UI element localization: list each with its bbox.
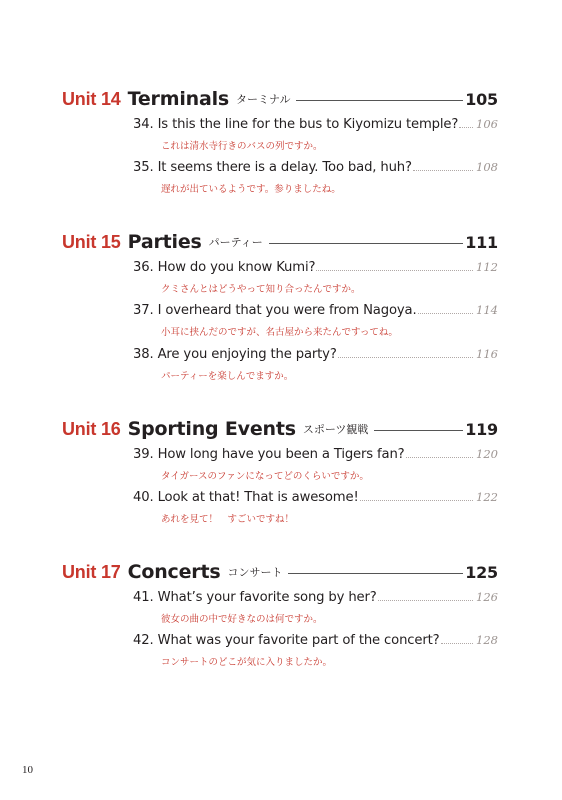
unit-14-section: [62, 85, 498, 195]
entry-page-number: 122: [476, 490, 498, 504]
entry-page-number: 128: [476, 633, 498, 647]
toc-entry: [133, 160, 498, 195]
entry-english: 36. How do you know Kumi?: [133, 260, 316, 275]
entry-english: 40. Look at that! That is awesome!: [133, 490, 359, 505]
unit-number: Unit 14: [62, 88, 121, 109]
entry-english: 38. Are you enjoying the party?: [133, 347, 337, 362]
entry-japanese: これは清水寺行きのバスの列ですか。: [161, 141, 323, 152]
unit-number: Unit 17: [62, 561, 121, 582]
unit-title: Parties: [127, 231, 202, 253]
entry-japanese: あれを見て！ すごいですね！: [161, 514, 295, 525]
unit-15-section: [62, 228, 498, 382]
entry-page-number: 108: [476, 160, 498, 174]
entry-japanese: 遅れが出ているようです。参りましたね。: [161, 184, 341, 195]
unit-page-number: 105: [465, 89, 498, 109]
unit-page-number: 125: [465, 562, 498, 582]
unit-title-japanese: コンサート: [227, 566, 283, 579]
dot-leader: [459, 127, 473, 128]
dot-leader: [338, 357, 473, 358]
entry-japanese: コンサートのどこが気に入りましたか。: [161, 657, 333, 668]
entry-english: 35. It seems there is a delay. Too bad, huh?: [133, 160, 412, 175]
unit-heading: [62, 85, 498, 113]
dot-leader: [418, 313, 474, 314]
unit-16-section: [62, 415, 498, 525]
toc-entry: [133, 117, 498, 152]
toc-entry: [133, 347, 498, 382]
toc-entry: [133, 590, 498, 625]
unit-page-number: 111: [465, 232, 498, 252]
leader-line: [288, 573, 463, 574]
unit-number: Unit 15: [62, 231, 121, 252]
unit-title-japanese: スポーツ観戦: [302, 423, 369, 436]
unit-title: Sporting Events: [127, 418, 296, 440]
toc-entry: [133, 633, 498, 668]
unit-heading: [62, 415, 498, 443]
entry-english: 41. What’s your favorite song by her?: [133, 590, 377, 605]
entry-page-number: 116: [476, 347, 498, 361]
unit-title-japanese: パーティー: [208, 236, 263, 249]
dot-leader: [360, 500, 473, 501]
leader-line: [269, 243, 463, 244]
unit-heading: [62, 558, 498, 586]
dot-leader: [316, 270, 473, 271]
unit-title-japanese: ターミナル: [236, 93, 291, 106]
dot-leader: [441, 643, 474, 644]
entry-english: 39. How long have you been a Tigers fan?: [133, 447, 405, 462]
entry-japanese: タイガースのファンになってどのくらいですか。: [161, 471, 369, 482]
unit-title: Terminals: [127, 88, 229, 110]
toc-entry: [133, 447, 498, 482]
unit-title: Concerts: [127, 561, 221, 583]
unit-number: Unit 16: [62, 418, 121, 439]
leader-line: [296, 100, 463, 101]
entry-english: 37. I overheard that you were from Nagoya.: [133, 303, 417, 318]
dot-leader: [413, 170, 473, 171]
entry-english: 34. Is this the line for the bus to Kiyomizu temple?: [133, 117, 459, 132]
toc-entry: [133, 303, 498, 338]
toc-entry: [133, 260, 498, 295]
entry-english: 42. What was your favorite part of the concert?: [133, 633, 440, 648]
toc-entry: [133, 490, 498, 525]
entry-page-number: 112: [476, 260, 498, 274]
entry-page-number: 106: [476, 117, 498, 131]
entry-japanese: パーティーを楽しんでますか。: [161, 371, 294, 382]
entry-page-number: 114: [476, 303, 498, 317]
unit-17-section: [62, 558, 498, 668]
entry-japanese: 彼女の曲の中で好きなのは何ですか。: [161, 614, 323, 625]
entry-japanese: クミさんとはどうやって知り合ったんですか。: [161, 284, 361, 295]
unit-page-number: 119: [465, 419, 498, 439]
dot-leader: [378, 600, 473, 601]
unit-heading: [62, 228, 498, 256]
dot-leader: [406, 457, 474, 458]
entry-japanese: 小耳に挟んだのですが、名古屋から来たんですってね。: [161, 327, 398, 338]
entry-page-number: 126: [476, 590, 498, 604]
entry-page-number: 120: [476, 447, 498, 461]
page-folio: 10: [22, 764, 33, 776]
leader-line: [374, 430, 463, 431]
